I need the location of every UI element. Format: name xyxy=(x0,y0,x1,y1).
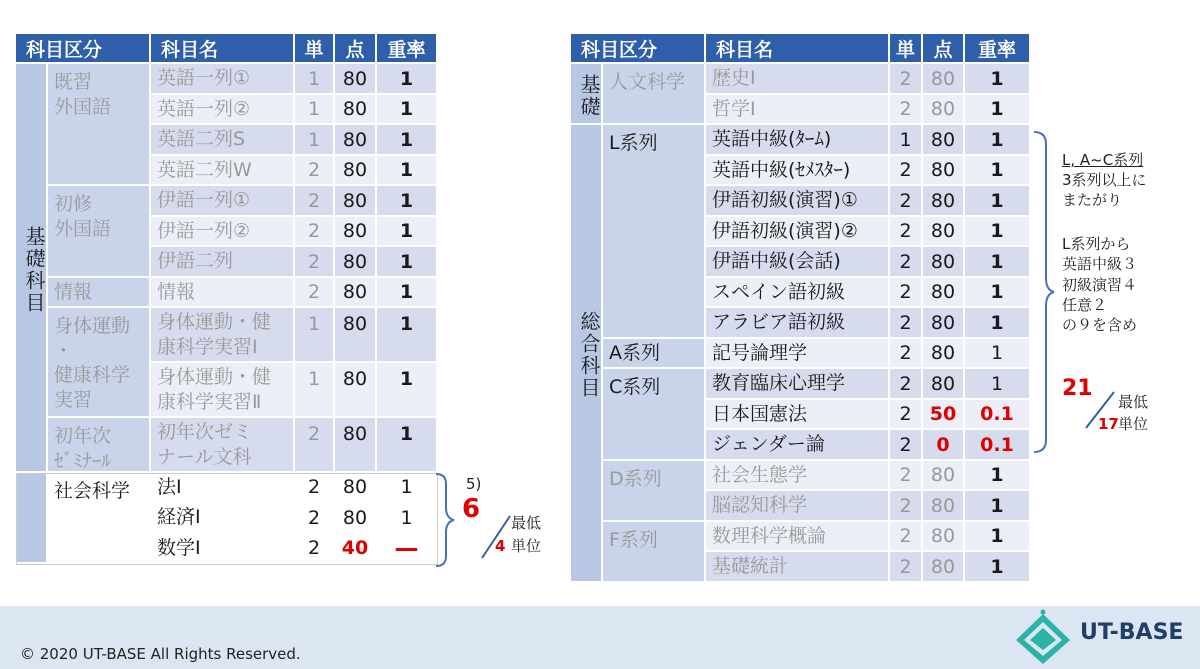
weight-value: 1 xyxy=(377,503,438,534)
points-value: 80 xyxy=(923,522,965,552)
subject-name: 伊語一列① xyxy=(151,186,295,217)
points-value: 80 xyxy=(335,95,377,125)
units-value: 2 xyxy=(295,503,335,534)
weight-value: 1 xyxy=(965,217,1031,247)
group-d: D系列 xyxy=(603,461,706,522)
note-ref: 5) xyxy=(466,475,482,493)
subject-name: 英語二列W xyxy=(151,156,295,186)
points-value: 80 xyxy=(923,369,965,400)
header-points: 点 xyxy=(335,34,377,64)
points-value: 80 xyxy=(335,363,377,418)
subject-name: 英語中級(ｾﾒｽﾀｰ) xyxy=(706,156,890,186)
header-points: 点 xyxy=(923,34,965,64)
weight-value: 1 xyxy=(965,552,1031,583)
weight-value: 0.1 xyxy=(965,400,1031,430)
points-value: 80 xyxy=(335,503,377,534)
note-series-body: 3系列以上に またがり xyxy=(1062,171,1147,210)
units-value: 2 xyxy=(890,400,923,430)
subject-name: 哲学Ⅰ xyxy=(706,95,890,125)
weight-value: 1 xyxy=(965,186,1031,217)
header-subject: 科目名 xyxy=(706,34,890,64)
points-value: 80 xyxy=(923,64,965,95)
header-category: 科目区分 xyxy=(571,34,706,64)
points-value: 80 xyxy=(335,125,377,156)
units-value: 2 xyxy=(295,156,335,186)
subject-name: 記号論理学 xyxy=(706,339,890,369)
subject-name: 歴史Ⅰ xyxy=(706,64,890,95)
left-units-label: 単位 xyxy=(511,537,542,555)
subject-name: 伊語初級(演習)① xyxy=(706,186,890,217)
copyright-text: © 2020 UT-BASE All Rights Reserved. xyxy=(20,645,301,663)
category-kiso: 基礎 xyxy=(571,64,603,125)
points-value: 0 xyxy=(923,430,965,461)
right-total: 21 xyxy=(1062,376,1093,401)
subject-name: 教育臨床心理学 xyxy=(706,369,890,400)
points-value: 80 xyxy=(923,125,965,156)
ut-base-logo-icon xyxy=(1008,606,1078,666)
units-value: 2 xyxy=(295,473,335,503)
left-min-label: 最低 xyxy=(511,514,542,532)
points-value: 80 xyxy=(923,339,965,369)
left-bracket-icon xyxy=(432,470,462,570)
units-value: 2 xyxy=(890,522,923,552)
points-value: 80 xyxy=(923,186,965,217)
group-jinbun: 人文科学 xyxy=(603,64,706,125)
weight-value: 1 xyxy=(377,186,438,217)
right-units-label: 単位 xyxy=(1118,415,1149,433)
subject-name: 法Ⅰ xyxy=(151,473,295,503)
group-l: L系列 xyxy=(603,125,706,339)
points-value: 50 xyxy=(923,400,965,430)
weight-value: 1 xyxy=(377,217,438,247)
points-value: 80 xyxy=(335,64,377,95)
group-c: C系列 xyxy=(603,369,706,461)
subject-name: 身体運動・健 康科学実習Ⅰ xyxy=(151,308,295,363)
subject-name: 数学Ⅰ xyxy=(151,534,295,564)
category-kiso: 基礎科目 xyxy=(16,64,48,473)
weight-value: 1 xyxy=(377,308,438,363)
weight-value: 1 xyxy=(377,95,438,125)
units-value: 2 xyxy=(890,308,923,339)
header-subject: 科目名 xyxy=(151,34,295,64)
points-value: 40 xyxy=(335,534,377,564)
points-value: 80 xyxy=(923,247,965,278)
weight-value: 1 xyxy=(377,418,438,473)
units-value: 2 xyxy=(295,247,335,278)
weight-value: 1 xyxy=(965,64,1031,95)
units-value: 2 xyxy=(890,217,923,247)
points-value: 80 xyxy=(923,156,965,186)
header-units: 単 xyxy=(295,34,335,64)
weight-value: 1 xyxy=(965,125,1031,156)
subject-name: 伊語初級(演習)② xyxy=(706,217,890,247)
note-l-requirement: L系列から 英語中級３ 初級演習４ 任意２ の９を含め xyxy=(1062,235,1138,334)
subject-name: 日本国憲法 xyxy=(706,400,890,430)
group-f: F系列 xyxy=(603,522,706,583)
units-value: 2 xyxy=(295,186,335,217)
points-value: 80 xyxy=(335,247,377,278)
group-joho: 情報 xyxy=(48,278,151,308)
units-value: 1 xyxy=(295,64,335,95)
units-value: 2 xyxy=(890,247,923,278)
right-bracket-icon xyxy=(1030,128,1058,456)
right-min-label: 最低 xyxy=(1118,393,1149,411)
weight-value: 1 xyxy=(965,308,1031,339)
units-value: 2 xyxy=(890,156,923,186)
units-value: 2 xyxy=(890,95,923,125)
points-value: 80 xyxy=(335,186,377,217)
subject-name: スペイン語初級 xyxy=(706,278,890,308)
weight-value: 1 xyxy=(377,247,438,278)
ut-base-logo-text: UT-BASE xyxy=(1080,620,1184,645)
subject-name: 脳認知科学 xyxy=(706,491,890,522)
header-category: 科目区分 xyxy=(16,34,151,64)
left-total: 6 xyxy=(462,494,481,524)
weight-value: 1 xyxy=(965,278,1031,308)
weight-value: 1 xyxy=(965,156,1031,186)
subject-name: 伊語二列 xyxy=(151,247,295,278)
units-value: 2 xyxy=(890,491,923,522)
subject-name: ジェンダー論 xyxy=(706,430,890,461)
points-value: 80 xyxy=(923,217,965,247)
subject-name: 基礎統計 xyxy=(706,552,890,583)
weight-value: 1 xyxy=(965,339,1031,369)
weight-value: 1 xyxy=(965,461,1031,491)
weight-value: 1 xyxy=(965,247,1031,278)
subject-name: 身体運動・健 康科学実習Ⅱ xyxy=(151,363,295,418)
units-value: 2 xyxy=(295,278,335,308)
subject-name: アラビア語初級 xyxy=(706,308,890,339)
units-value: 2 xyxy=(295,217,335,247)
units-value: 1 xyxy=(295,125,335,156)
points-value: 80 xyxy=(335,308,377,363)
points-value: 80 xyxy=(335,156,377,186)
weight-value: 1 xyxy=(377,278,438,308)
subject-name: 伊語一列② xyxy=(151,217,295,247)
subject-name: 初年次ゼミ ナール文科 xyxy=(151,418,295,473)
subject-name: 英語二列S xyxy=(151,125,295,156)
category-empty xyxy=(16,473,48,564)
group-shoshu: 初修 外国語 xyxy=(48,186,151,278)
subject-name: 英語中級(ﾀｰﾑ) xyxy=(706,125,890,156)
subject-name: 数理科学概論 xyxy=(706,522,890,552)
points-value: 80 xyxy=(923,95,965,125)
weight-value: 1 xyxy=(965,491,1031,522)
points-value: 80 xyxy=(335,217,377,247)
points-value: 80 xyxy=(923,491,965,522)
subject-name: 英語一列② xyxy=(151,95,295,125)
units-value: 1 xyxy=(295,95,335,125)
header-weight: 重率 xyxy=(965,34,1031,64)
units-value: 2 xyxy=(890,430,923,461)
group-a: A系列 xyxy=(603,339,706,369)
units-value: 2 xyxy=(890,339,923,369)
points-value: 80 xyxy=(923,461,965,491)
note-series-title: L, A~C系列 xyxy=(1062,151,1144,169)
left-table xyxy=(16,34,438,564)
weight-value: 1 xyxy=(965,369,1031,400)
weight-value: 1 xyxy=(377,125,438,156)
group-kishu: 既習 外国語 xyxy=(48,64,151,186)
weight-value: 1 xyxy=(965,95,1031,125)
units-value: 2 xyxy=(295,418,335,473)
header-weight: 重率 xyxy=(377,34,438,64)
group-seminar: 初年次 ｾﾞﾐﾅｰﾙ xyxy=(48,418,151,473)
left-min-units: 4 xyxy=(495,537,506,555)
subject-name: 情報 xyxy=(151,278,295,308)
weight-value: 1 xyxy=(377,473,438,503)
subject-name: 経済Ⅰ xyxy=(151,503,295,534)
weight-value: 1 xyxy=(965,522,1031,552)
weight-value: 1 xyxy=(377,64,438,95)
right-table xyxy=(571,34,1031,583)
points-value: 80 xyxy=(923,278,965,308)
group-shakai: 社会科学 xyxy=(48,473,151,564)
points-value: 80 xyxy=(923,308,965,339)
units-value: 1 xyxy=(295,363,335,418)
weight-value: — xyxy=(377,534,438,564)
points-value: 80 xyxy=(335,418,377,473)
subject-name: 社会生態学 xyxy=(706,461,890,491)
points-value: 80 xyxy=(923,552,965,583)
subject-name: 伊語中級(会話) xyxy=(706,247,890,278)
units-value: 2 xyxy=(890,552,923,583)
points-value: 80 xyxy=(335,278,377,308)
category-sogo: 総合科目 xyxy=(571,125,603,583)
units-value: 2 xyxy=(890,64,923,95)
units-value: 1 xyxy=(890,125,923,156)
units-value: 2 xyxy=(890,369,923,400)
units-value: 2 xyxy=(890,461,923,491)
units-value: 2 xyxy=(890,186,923,217)
weight-value: 1 xyxy=(377,363,438,418)
units-value: 2 xyxy=(295,534,335,564)
points-value: 80 xyxy=(335,473,377,503)
subject-name: 英語一列① xyxy=(151,64,295,95)
weight-value: 1 xyxy=(377,156,438,186)
group-shintai: 身体運動 ・ 健康科学 実習 xyxy=(48,308,151,418)
header-units: 単 xyxy=(890,34,923,64)
units-value: 2 xyxy=(890,278,923,308)
units-value: 1 xyxy=(295,308,335,363)
right-min-units: 17 xyxy=(1098,415,1119,433)
weight-value: 0.1 xyxy=(965,430,1031,461)
